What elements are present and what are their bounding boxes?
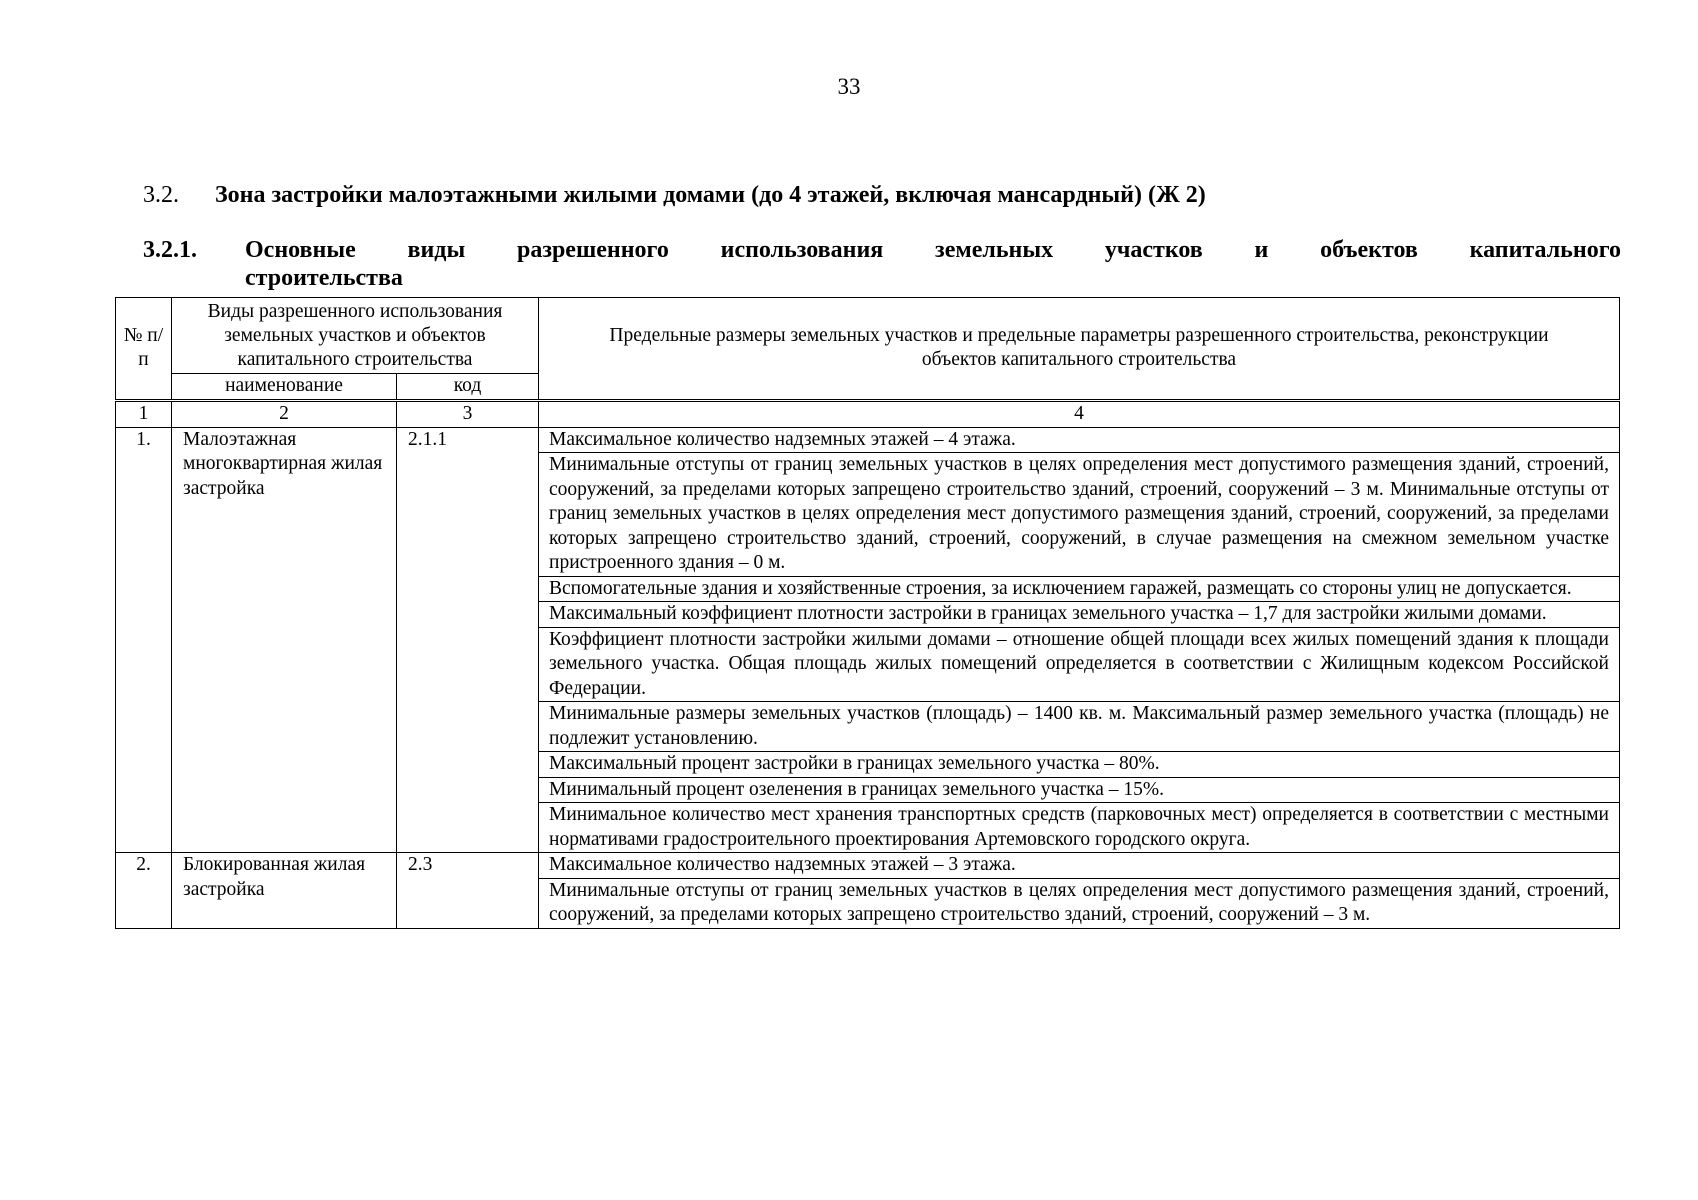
subsection-heading	[143, 236, 1621, 292]
subsection-title-line1: Основные виды разрешенного использования земельных участков и объектов капитального	[245, 237, 1621, 263]
header-limits: Предельные размеры земельных участков и предельные параметры разрешенного строительства, реконструкции объектов капитального строительства	[539, 298, 1620, 401]
param-cell: Максимальный коэффициент плотности застройки в границах земельного участка – 1,7 для застройки жилыми домами.	[539, 602, 1620, 628]
param-cell: Минимальные отступы от границ земельных участков в целях определения мест допустимого размещения зданий, строений, сооружений, за пределами которых запрещено строительство зданий, строений, сооружений – 3 м.	[539, 878, 1620, 928]
header-num: № п/п	[116, 298, 172, 401]
row-name: Малоэтажная многоквартирная жилая застройка	[172, 427, 397, 853]
column-numbers-row	[116, 400, 1620, 427]
param-cell: Минимальное количество мест хранения транспортных средств (парковочных мест) определяется в соответствии с местными нормативами градостроительного проектирования Артемовского городского округа.	[539, 803, 1620, 853]
col-number: 4	[539, 400, 1620, 427]
param-cell: Минимальные размеры земельных участков (площадь) – 1400 кв. м. Максимальный размер земельного участка (площадь) не подлежит установлению.	[539, 702, 1620, 752]
param-cell: Коэффициент плотности застройки жилыми домами – отношение общей площади всех жилых помещений здания к площади земельного участка. Общая площадь жилых помещений определяется в соответствии с Жилищным кодексом Российской Федерации.	[539, 627, 1620, 702]
table-row	[116, 427, 1620, 453]
param-cell: Минимальный процент озеленения в границах земельного участка – 15%.	[539, 777, 1620, 803]
param-cell: Минимальные отступы от границ земельных участков в целях определения мест допустимого размещения зданий, строений, сооружений, за пределами которых запрещено строительство зданий, строений, сооружений – 3 м. Минимальные отступы от границ земельных участков в целях определения мест допустимого размещения зданий, строений, сооружений, за пределами которых запрещено строительство зданий, строений, сооружений, в случае размещения на смежном земельном участке пристроенного здания – 0 м.	[539, 453, 1620, 577]
col-number: 3	[397, 400, 539, 427]
row-num: 1.	[116, 427, 172, 853]
subsection-number: 3.2.1.	[143, 237, 197, 263]
row-num: 2.	[116, 853, 172, 929]
col-number: 1	[116, 400, 172, 427]
row-code: 2.1.1	[397, 427, 539, 853]
zoning-table	[115, 297, 1620, 929]
param-cell: Максимальное количество надземных этажей – 3 этажа.	[539, 853, 1620, 879]
header-name: наименование	[172, 374, 397, 401]
section-number: 3.2.	[143, 182, 179, 208]
param-cell: Максимальный процент застройки в границах земельного участка – 80%.	[539, 752, 1620, 778]
param-cell: Максимальное количество надземных этажей – 4 этажа.	[539, 427, 1620, 453]
row-code: 2.3	[397, 853, 539, 929]
header-code: код	[397, 374, 539, 401]
row-name: Блокированная жилая застройка	[172, 853, 397, 929]
section-title: Зона застройки малоэтажными жилыми домами (до 4 этажей, включая мансардный) (Ж 2)	[215, 182, 1206, 208]
col-number: 2	[172, 400, 397, 427]
subsection-title-line2: строительства	[245, 265, 403, 291]
page-number: 33	[837, 74, 861, 99]
header-kinds: Виды разрешенного использования земельных участков и объектов капитального строительства	[172, 298, 539, 374]
param-cell: Вспомогательные здания и хозяйственные строения, за исключением гаражей, размещать со стороны улиц не допускается.	[539, 576, 1620, 602]
table-row	[116, 853, 1620, 879]
section-heading	[143, 181, 1621, 209]
